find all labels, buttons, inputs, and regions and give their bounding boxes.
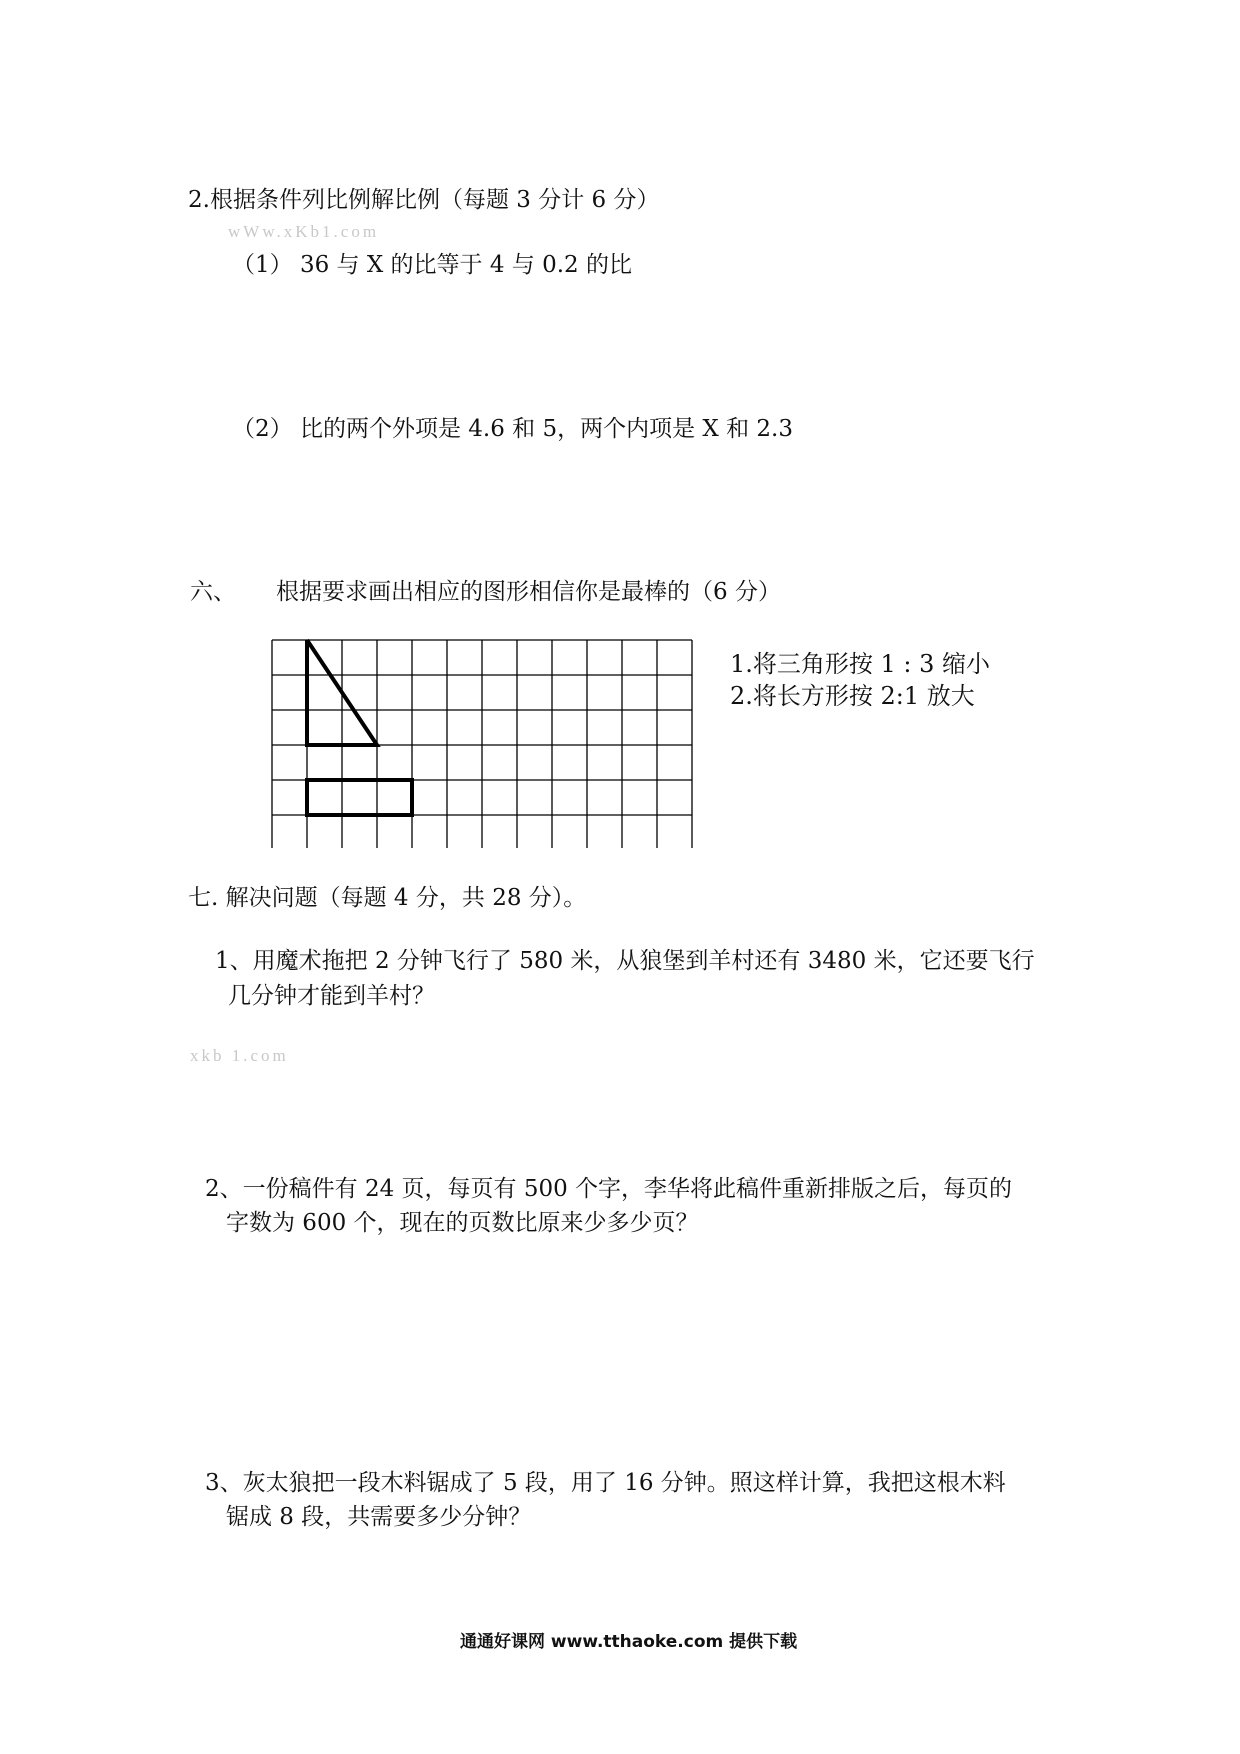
section-7-heading: 七. 解决问题（每题 4 分，共 28 分）。 (188, 885, 587, 911)
section-5-q2-heading: 2.根据条件列比例解比例（每题 3 分计 6 分） (188, 187, 660, 213)
problem-2-line-1: 2、一份稿件有 24 页，每页有 500 个字，李华将此稿件重新排版之后，每页的 (205, 1176, 1013, 1202)
watermark-2: xkb 1.com (190, 1046, 289, 1065)
drawing-grid (270, 638, 700, 848)
watermark-1: wWw.xKb1.com (228, 222, 380, 241)
rectangle-shape (307, 780, 412, 815)
problem-3-line-2: 锯成 8 段，共需要多少分钟？ (226, 1504, 532, 1530)
proportion-item-1: （1） 36 与 X 的比等于 4 与 0.2 的比 (232, 252, 632, 278)
section-6-number: 六、 (190, 579, 236, 605)
instruction-1: 1.将三角形按 1 : 3 缩小 (730, 650, 991, 678)
section-6-title: 根据要求画出相应的图形相信你是最棒的（6 分） (276, 579, 781, 605)
problem-3-line-1: 3、灰太狼把一段木料锯成了 5 段，用了 16 分钟。照这样计算，我把这根木料 (205, 1470, 1006, 1496)
problem-1-line-2: 几分钟才能到羊村？ (228, 983, 435, 1009)
problem-2-line-2: 字数为 600 个，现在的页数比原来少多少页？ (226, 1210, 699, 1236)
proportion-item-2: （2） 比的两个外项是 4.6 和 5，两个内项是 X 和 2.3 (232, 416, 793, 442)
problem-1-line-1: 1、用魔术拖把 2 分钟飞行了 580 米，从狼堡到羊村还有 3480 米，它还要飞行 (215, 948, 1035, 974)
instruction-2: 2.将长方形按 2:1 放大 (730, 682, 975, 710)
page-footer: 通通好课网 www.tthaoke.com 提供下载 (460, 1632, 798, 1652)
